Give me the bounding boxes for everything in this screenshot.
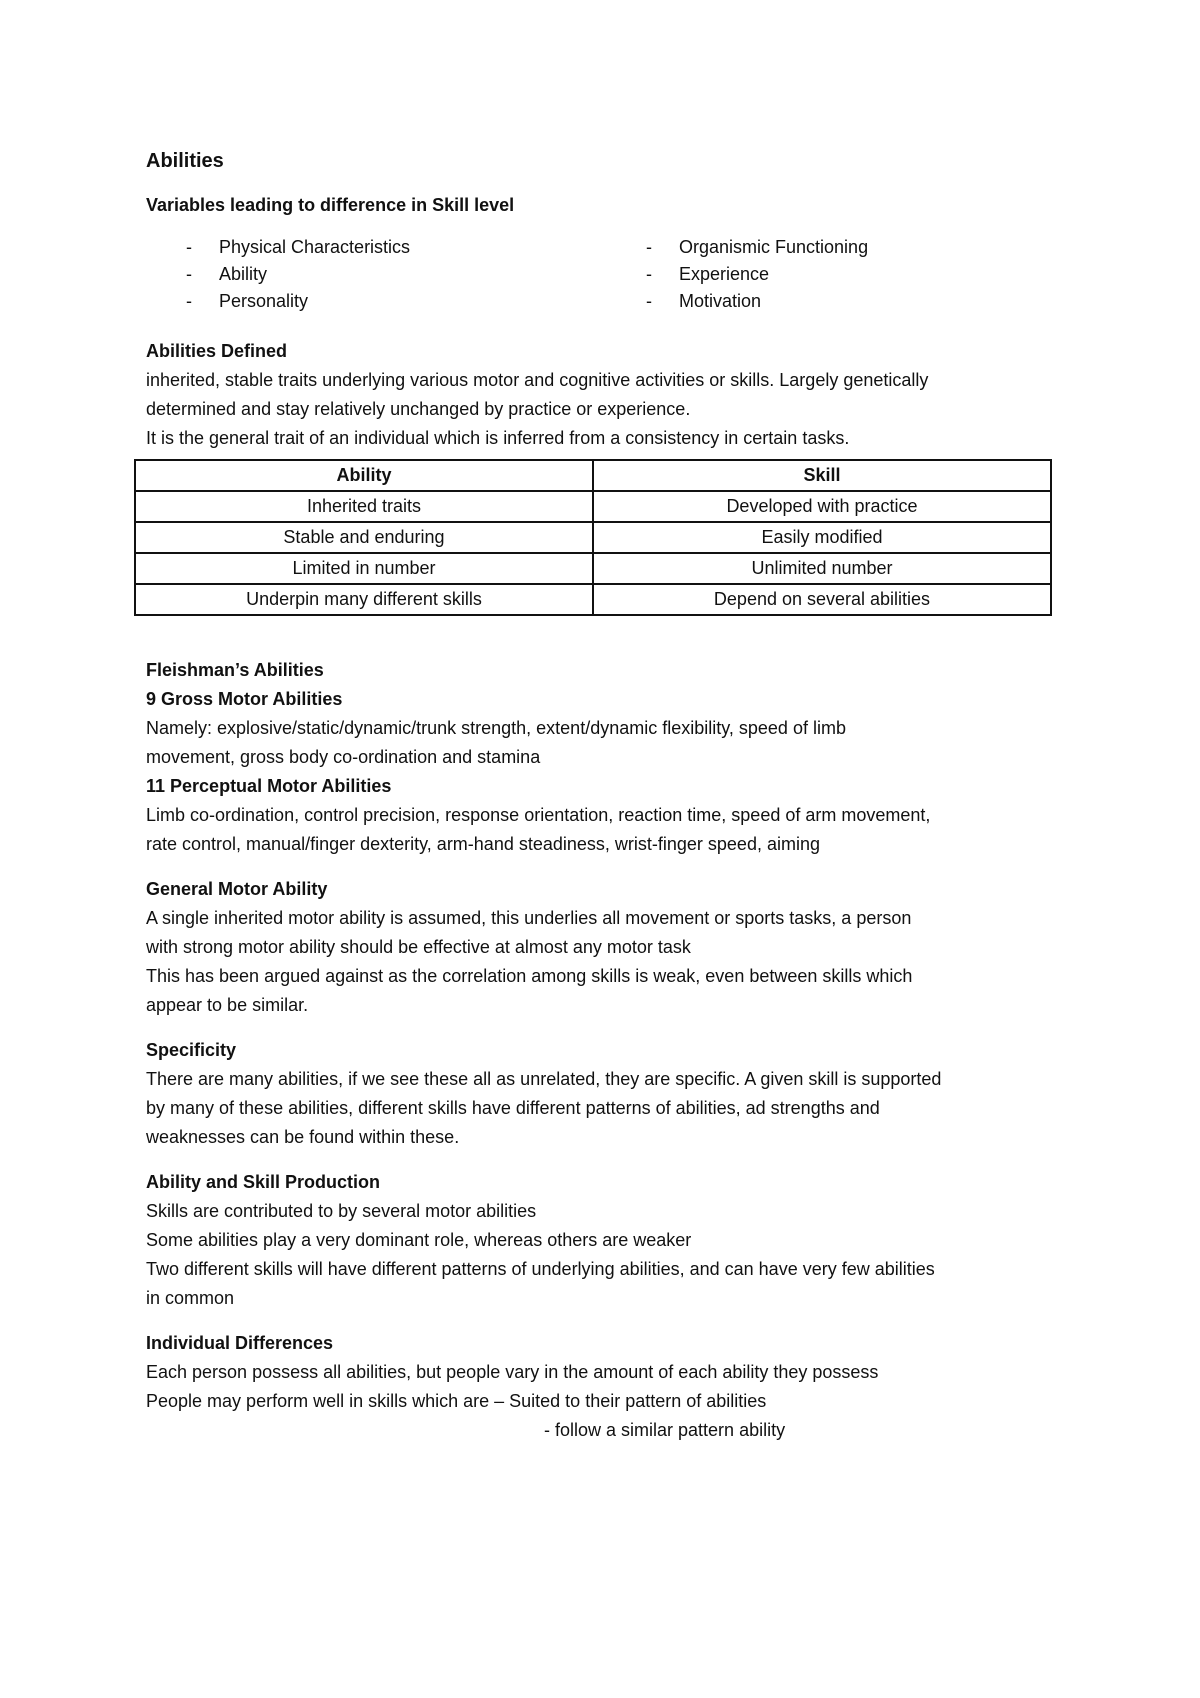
- table-row: [135, 553, 1051, 584]
- gross-motor-heading: 9 Gross Motor Abilities: [146, 689, 343, 709]
- page-title: Abilities: [146, 150, 224, 172]
- paragraph-line: appear to be similar.: [146, 995, 309, 1015]
- skill-production-heading: Ability and Skill Production: [146, 1172, 381, 1192]
- specificity-section: [146, 1036, 1056, 1152]
- perceptual-motor-heading: 11 Perceptual Motor Abilities: [146, 776, 392, 796]
- paragraph-line: Skills are contributed to by several motor abilities: [146, 1201, 537, 1221]
- abilities-defined-section: [146, 337, 1056, 453]
- table-cell: Inherited traits: [135, 491, 593, 522]
- table-header-row: [135, 460, 1051, 491]
- variables-left-column: [186, 234, 410, 315]
- paragraph-line: There are many abilities, if we see these all as unrelated, they are specific. A given skill is supported: [146, 1069, 942, 1089]
- fleishman-section: [146, 656, 1056, 859]
- variables-list: [146, 234, 1056, 315]
- paragraph-line: Namely: explosive/static/dynamic/trunk strength, extent/dynamic flexibility, speed of limb: [146, 718, 846, 738]
- paragraph-line: Two different skills will have different patterns of underlying abilities, and can have very few abilities: [146, 1259, 935, 1279]
- paragraph-line: Each person possess all abilities, but people vary in the amount of each ability they possess: [146, 1362, 879, 1382]
- paragraph-line-indented: - follow a similar pattern ability: [544, 1420, 786, 1440]
- skill-production-section: [146, 1168, 1056, 1313]
- abilities-defined-heading: Abilities Defined: [146, 341, 288, 361]
- table-cell: Limited in number: [135, 553, 593, 584]
- table-header: Ability: [135, 460, 593, 491]
- general-motor-heading: General Motor Ability: [146, 879, 328, 899]
- list-item: - Physical Characteristics: [186, 234, 410, 261]
- variables-right-column: [646, 234, 868, 315]
- paragraph-line: movement, gross body co-ordination and stamina: [146, 747, 541, 767]
- paragraph-line: with strong motor ability should be effective at almost any motor task: [146, 937, 691, 957]
- variables-heading: Variables leading to difference in Skill level: [146, 195, 515, 215]
- paragraph-line: A single inherited motor ability is assumed, this underlies all movement or sports tasks, a person: [146, 908, 912, 928]
- table-header: Skill: [593, 460, 1051, 491]
- paragraph-line: Some abilities play a very dominant role, whereas others are weaker: [146, 1230, 692, 1250]
- table-cell: Underpin many different skills: [135, 584, 593, 615]
- table-row: [135, 584, 1051, 615]
- paragraph-line: weaknesses can be found within these.: [146, 1127, 460, 1147]
- paragraph-line: rate control, manual/finger dexterity, arm-hand steadiness, wrist-finger speed, aiming: [146, 834, 820, 854]
- list-item: - Organismic Functioning: [646, 234, 868, 261]
- paragraph-line: determined and stay relatively unchanged by practice or experience.: [146, 399, 691, 419]
- list-item: - Motivation: [646, 288, 868, 315]
- paragraph-line: by many of these abilities, different skills have different patterns of abilities, ad strengths and: [146, 1098, 880, 1118]
- table-cell: Depend on several abilities: [593, 584, 1051, 615]
- table-cell: Developed with practice: [593, 491, 1051, 522]
- specificity-heading: Specificity: [146, 1040, 237, 1060]
- fleishman-heading: Fleishman’s Abilities: [146, 660, 324, 680]
- document-content: [146, 147, 1056, 1461]
- general-motor-section: [146, 875, 1056, 1020]
- ability-skill-table: [134, 459, 1052, 616]
- table-cell: Stable and enduring: [135, 522, 593, 553]
- paragraph-line: It is the general trait of an individual which is inferred from a consistency in certain tasks.: [146, 428, 850, 448]
- table-row: [135, 491, 1051, 522]
- table-cell: Easily modified: [593, 522, 1051, 553]
- list-item: - Experience: [646, 261, 868, 288]
- list-item: - Personality: [186, 288, 410, 315]
- table-row: [135, 522, 1051, 553]
- paragraph-line: in common: [146, 1288, 235, 1308]
- table-cell: Unlimited number: [593, 553, 1051, 584]
- paragraph-line: People may perform well in skills which are – Suited to their pattern of abilities: [146, 1391, 767, 1411]
- paragraph-line: inherited, stable traits underlying various motor and cognitive activities or skills. Largely genetically: [146, 370, 929, 390]
- paragraph-line: This has been argued against as the correlation among skills is weak, even between skills which: [146, 966, 913, 986]
- individual-differences-heading: Individual Differences: [146, 1333, 334, 1353]
- paragraph-line: Limb co-ordination, control precision, response orientation, reaction time, speed of arm movement,: [146, 805, 931, 825]
- individual-differences-section: [146, 1329, 1056, 1445]
- list-item: - Ability: [186, 261, 410, 288]
